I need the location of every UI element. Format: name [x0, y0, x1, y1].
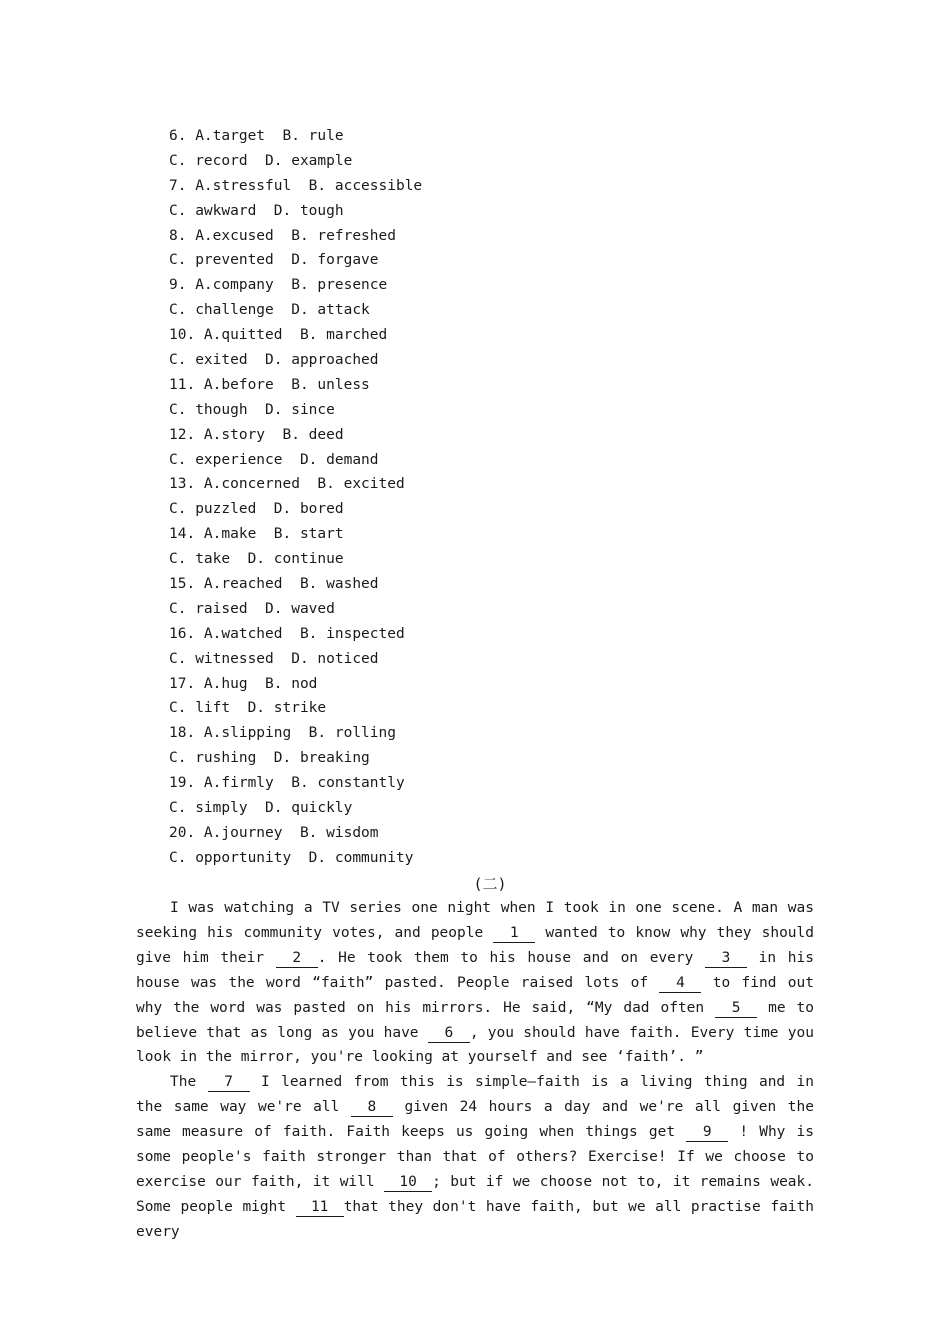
blank-2: 2	[276, 950, 318, 968]
option-line: C. prevented D. forgave	[169, 252, 379, 269]
option-line: 7. A.stressful B. accessible	[169, 177, 423, 194]
passage-text: wanted to know why they should give him their	[136, 924, 814, 966]
blank-1: 1	[493, 925, 535, 943]
option-line: 15. A.reached B. washed	[169, 576, 379, 593]
option-line: 14. A.make B. start	[169, 526, 344, 543]
passage-text: I learned from this is simple—faith is a living thing and in the same way we're all	[136, 1074, 814, 1116]
option-line: 19. A.firmly B. constantly	[169, 775, 405, 792]
blank-11: 11	[296, 1199, 344, 1217]
passage-text: given 24 hours a day and we're all given the same measure of faith. Faith keeps us going when things get	[136, 1099, 814, 1141]
passage-text: The	[170, 1074, 208, 1091]
passage-text: in his house was the word “faith” pasted. People raised lots of	[136, 949, 814, 991]
option-line: C. though D. since	[169, 401, 335, 418]
passage-text: I was watching a TV series one night when I took in one scene. A man was seeking his community votes, and people	[136, 900, 814, 941]
option-line: C. exited D. approached	[169, 352, 379, 369]
option-line: C. raised D. waved	[169, 600, 335, 617]
blank-5: 5	[715, 1000, 757, 1018]
passage-text: ! Why is some people's faith stronger than that of others? Exercise! If we choose to exercise our faith, it will	[136, 1124, 814, 1190]
option-line: C. opportunity D. community	[169, 849, 414, 866]
passage-text: to find out why the word was pasted on his mirrors. He said, “My dad often	[136, 974, 814, 1016]
option-line: C. witnessed D. noticed	[169, 650, 379, 667]
section-title: (二)	[473, 875, 507, 893]
option-line: 18. A.slipping B. rolling	[169, 725, 396, 742]
option-line: C. puzzled D. bored	[169, 501, 344, 518]
passage-paragraph-1	[136, 896, 814, 1070]
option-line: 20. A.journey B. wisdom	[169, 824, 379, 841]
option-line: 16. A.watched B. inspected	[169, 625, 405, 642]
option-line: C. lift D. strike	[169, 700, 327, 717]
option-line: 6. A.target B. rule	[169, 128, 344, 144]
option-line: 10. A.quitted B. marched	[169, 327, 388, 344]
option-line: C. awkward D. tough	[169, 202, 344, 219]
passage-text: that they don't have faith, but we all practise faith every	[136, 1198, 814, 1240]
blank-6: 6	[428, 1025, 470, 1043]
passage-text: ; but if we choose not to, it remains weak. Some people might	[136, 1173, 814, 1215]
option-line: C. challenge D. attack	[169, 302, 370, 319]
option-line: C. take D. continue	[169, 551, 344, 568]
answer-options-list	[169, 124, 729, 871]
passage-text: . He took them to his house and on every	[317, 949, 706, 966]
option-line: 8. A.excused B. refreshed	[169, 227, 396, 244]
option-line: 13. A.concerned B. excited	[169, 476, 405, 493]
option-line: 11. A.before B. unless	[169, 376, 370, 393]
blank-9: 9	[686, 1124, 728, 1142]
option-line: C. record D. example	[169, 152, 353, 169]
blank-3: 3	[705, 950, 747, 968]
blank-4: 4	[659, 975, 701, 993]
passage-text: me to believe that as long as you have	[136, 999, 814, 1041]
option-line: C. experience D. demand	[169, 451, 379, 468]
blank-7: 7	[208, 1074, 250, 1092]
blank-8: 8	[351, 1099, 393, 1117]
option-line: 17. A.hug B. nod	[169, 675, 318, 692]
option-line: C. rushing D. breaking	[169, 750, 370, 767]
cloze-passage	[136, 896, 814, 1245]
option-line: C. simply D. quickly	[169, 800, 353, 817]
passage-paragraph-2	[136, 1070, 814, 1244]
passage-text: , you should have faith. Every time you look in the mirror, you're looking at yourself and see ‘faith’. ”	[136, 1024, 814, 1066]
blank-10: 10	[384, 1174, 432, 1192]
option-line: 12. A.story B. deed	[169, 426, 344, 443]
option-line: 9. A.company B. presence	[169, 277, 388, 294]
